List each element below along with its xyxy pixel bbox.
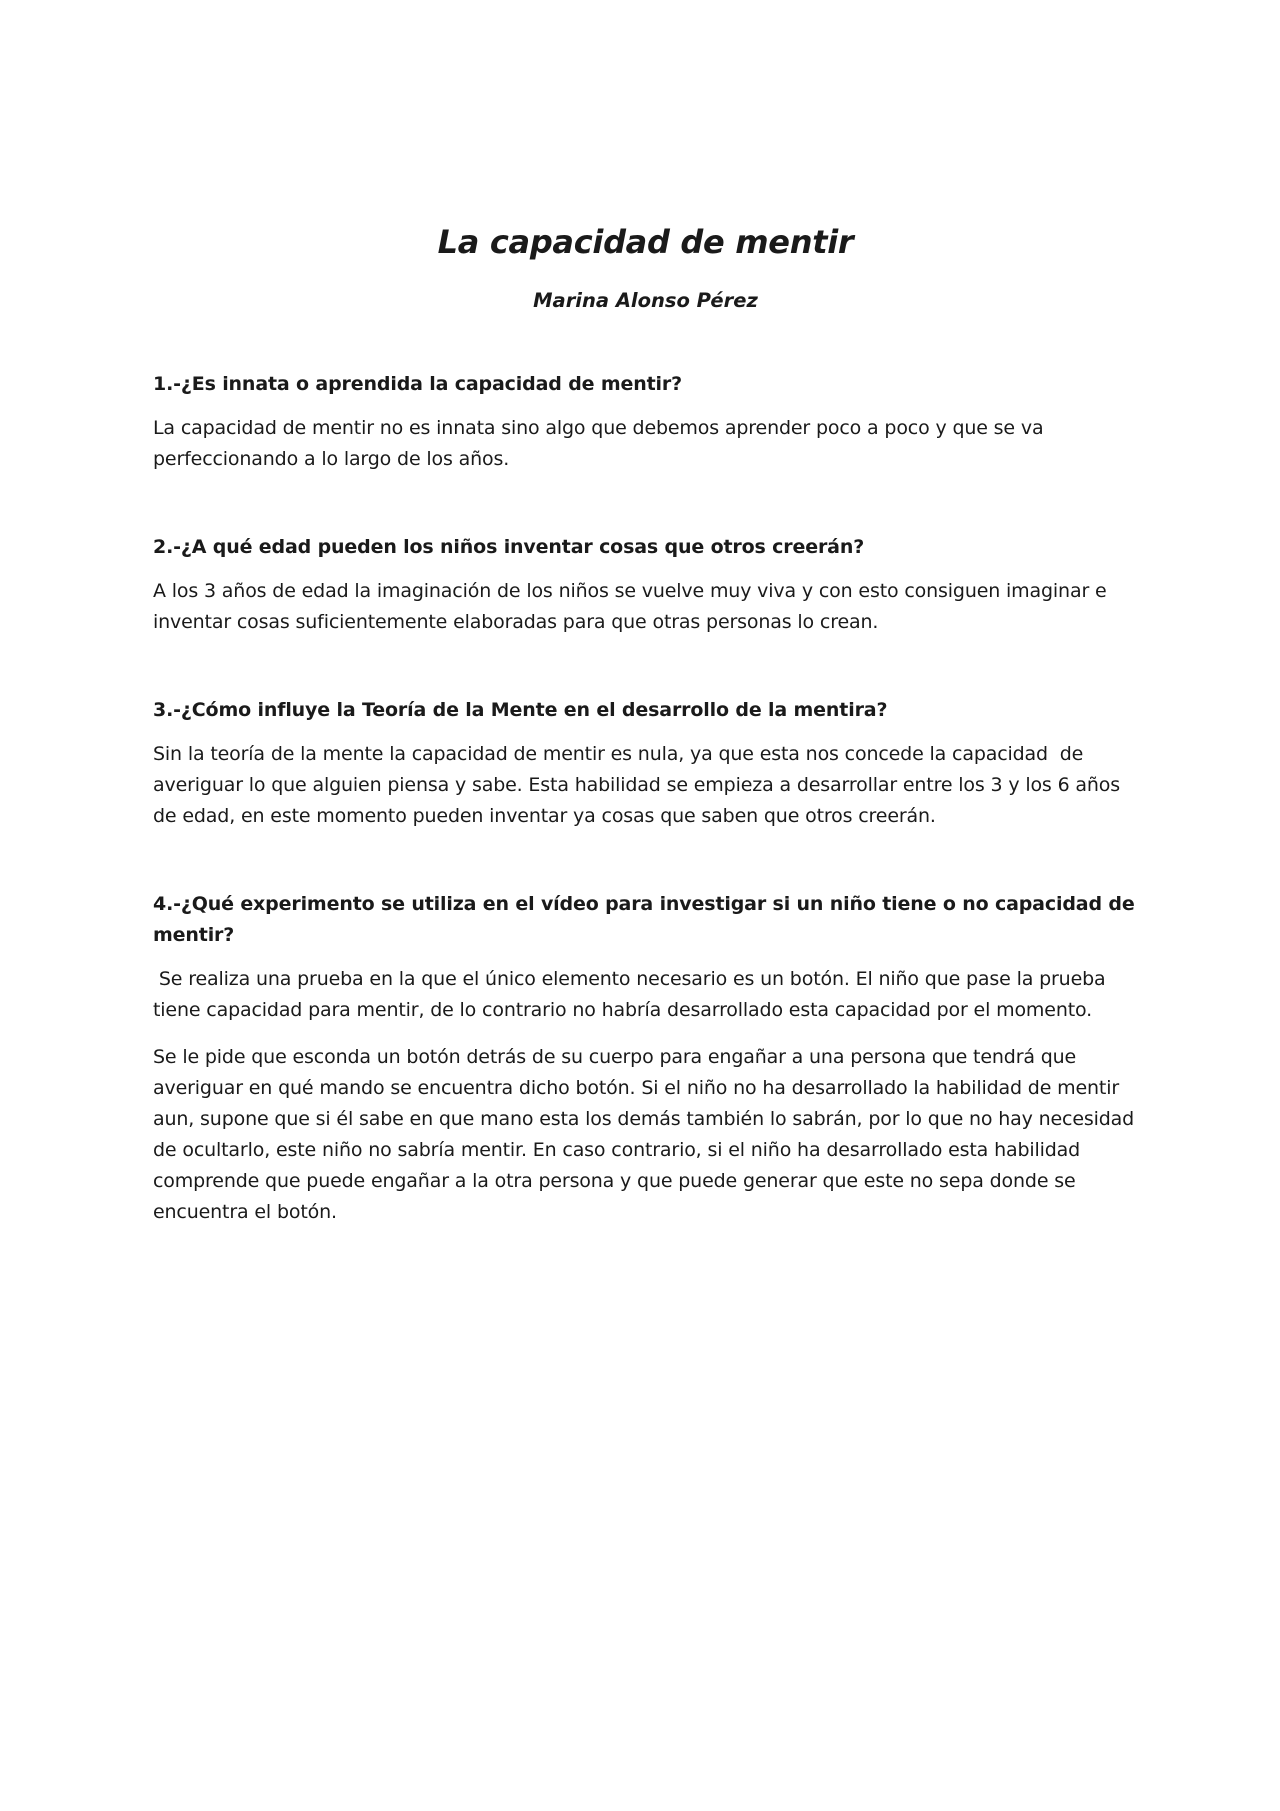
section-2: [153, 532, 1138, 638]
section-4: [153, 889, 1138, 1228]
answer-4-paragraph-1: Se realiza una prueba en la que el único elemento necesario es un botón. El niño que pase la prueba tiene capacidad para mentir, de lo contrario no habría desarrollado esta capacidad por el momento.: [153, 968, 1112, 1021]
answer-3-paragraph-1: Sin la teoría de la mente la capacidad de mentir es nula, ya que esta nos concede la capacidad de averiguar lo que alguien piensa y sabe. Esta habilidad se empieza a desarrollar entre los 3 y los 6 años de edad, en este momento pueden inventar ya cosas que saben que otros creerán.: [153, 743, 1126, 827]
answer-4-paragraph-2: Se le pide que esconda un botón detrás de su cuerpo para engañar a una persona que tendrá que averiguar en qué mando se encuentra dicho botón. Si el niño no ha desarrollado la habilidad de mentir aun, supone que si él sabe en que mano esta los demás también lo sabrán, por lo que no hay necesidad de ocultarlo, este niño no sabría mentir. En caso contrario, si el niño ha desarrollado esta habilidad comprende que puede engañar a la otra persona y que puede generar que este no sepa donde se encuentra el botón.: [153, 1046, 1140, 1223]
section-1: [153, 369, 1138, 475]
document-author: Marina Alonso Pérez: [533, 289, 758, 312]
question-2: 2.-¿A qué edad pueden los niños inventar cosas que otros creerán?: [153, 536, 865, 558]
document-title: La capacidad de mentir: [437, 223, 854, 261]
question-list: [153, 369, 1138, 1228]
answer-2-paragraph-1: A los 3 años de edad la imaginación de los niños se vuelve muy viva y con esto consiguen imaginar e inventar cosas suficientemente elaboradas para que otras personas lo crean.: [153, 580, 1113, 633]
document-content: [153, 218, 1138, 1228]
question-1: 1.-¿Es innata o aprendida la capacidad de mentir?: [153, 373, 682, 395]
section-3: [153, 695, 1138, 832]
answer-1-paragraph-1: La capacidad de mentir no es innata sino algo que debemos aprender poco a poco y que se va perfeccionando a lo largo de los años.: [153, 417, 1050, 470]
question-3: 3.-¿Cómo influye la Teoría de la Mente en el desarrollo de la mentira?: [153, 699, 888, 721]
question-4: 4.-¿Qué experimento se utiliza en el vídeo para investigar si un niño tiene o no capacidad de mentir?: [153, 893, 1135, 946]
